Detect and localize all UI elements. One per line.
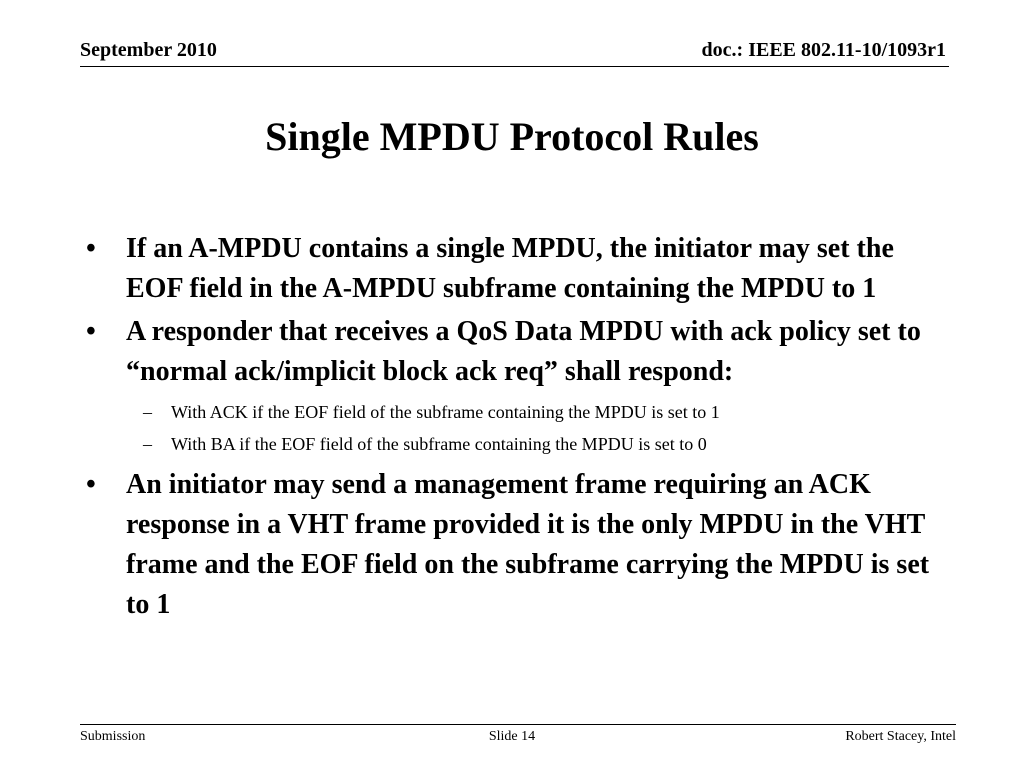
bullet-text: If an A-MPDU contains a single MPDU, the initiator may set the EOF field in the A-MPDU subframe containing the MPDU to 1	[126, 233, 894, 304]
footer-author: Robert Stacey, Intel	[845, 729, 956, 744]
bullet-text: A responder that receives a QoS Data MPDU with ack policy set to “normal ack/implicit block ack req” shall respond:	[126, 316, 921, 387]
header-divider	[80, 66, 949, 67]
bullet-text: An initiator may send a management frame requiring an ACK response in a VHT frame provided it is the only MPDU in the VHT frame and the EOF field on the subframe carrying the MPDU is set to 1	[126, 469, 930, 620]
sub-bullet-item	[143, 433, 931, 455]
sub-bullet-marker: –	[143, 434, 152, 454]
bullet-marker: •	[86, 469, 96, 500]
sub-bullet-marker: –	[143, 402, 152, 422]
bullet-marker: •	[86, 316, 96, 347]
bullet-item	[86, 312, 946, 392]
header-date: September 2010	[80, 39, 217, 61]
sub-bullet-item	[143, 401, 931, 423]
slide-body	[0, 229, 1024, 628]
header-doc-id: doc.: IEEE 802.11-10/1093r1	[701, 39, 946, 61]
footer-divider	[80, 724, 956, 725]
bullet-item	[86, 229, 946, 309]
bullet-item	[86, 465, 946, 625]
footer-slide-number: Slide 14	[488, 729, 536, 744]
footer-submission: Submission	[80, 729, 146, 744]
bullet-marker: •	[86, 233, 96, 264]
sub-bullet-text: With BA if the EOF field of the subframe containing the MPDU is set to 0	[171, 434, 707, 454]
slide-title: Single MPDU Protocol Rules	[265, 114, 759, 159]
sub-bullet-text: With ACK if the EOF field of the subframe containing the MPDU is set to 1	[171, 402, 720, 422]
